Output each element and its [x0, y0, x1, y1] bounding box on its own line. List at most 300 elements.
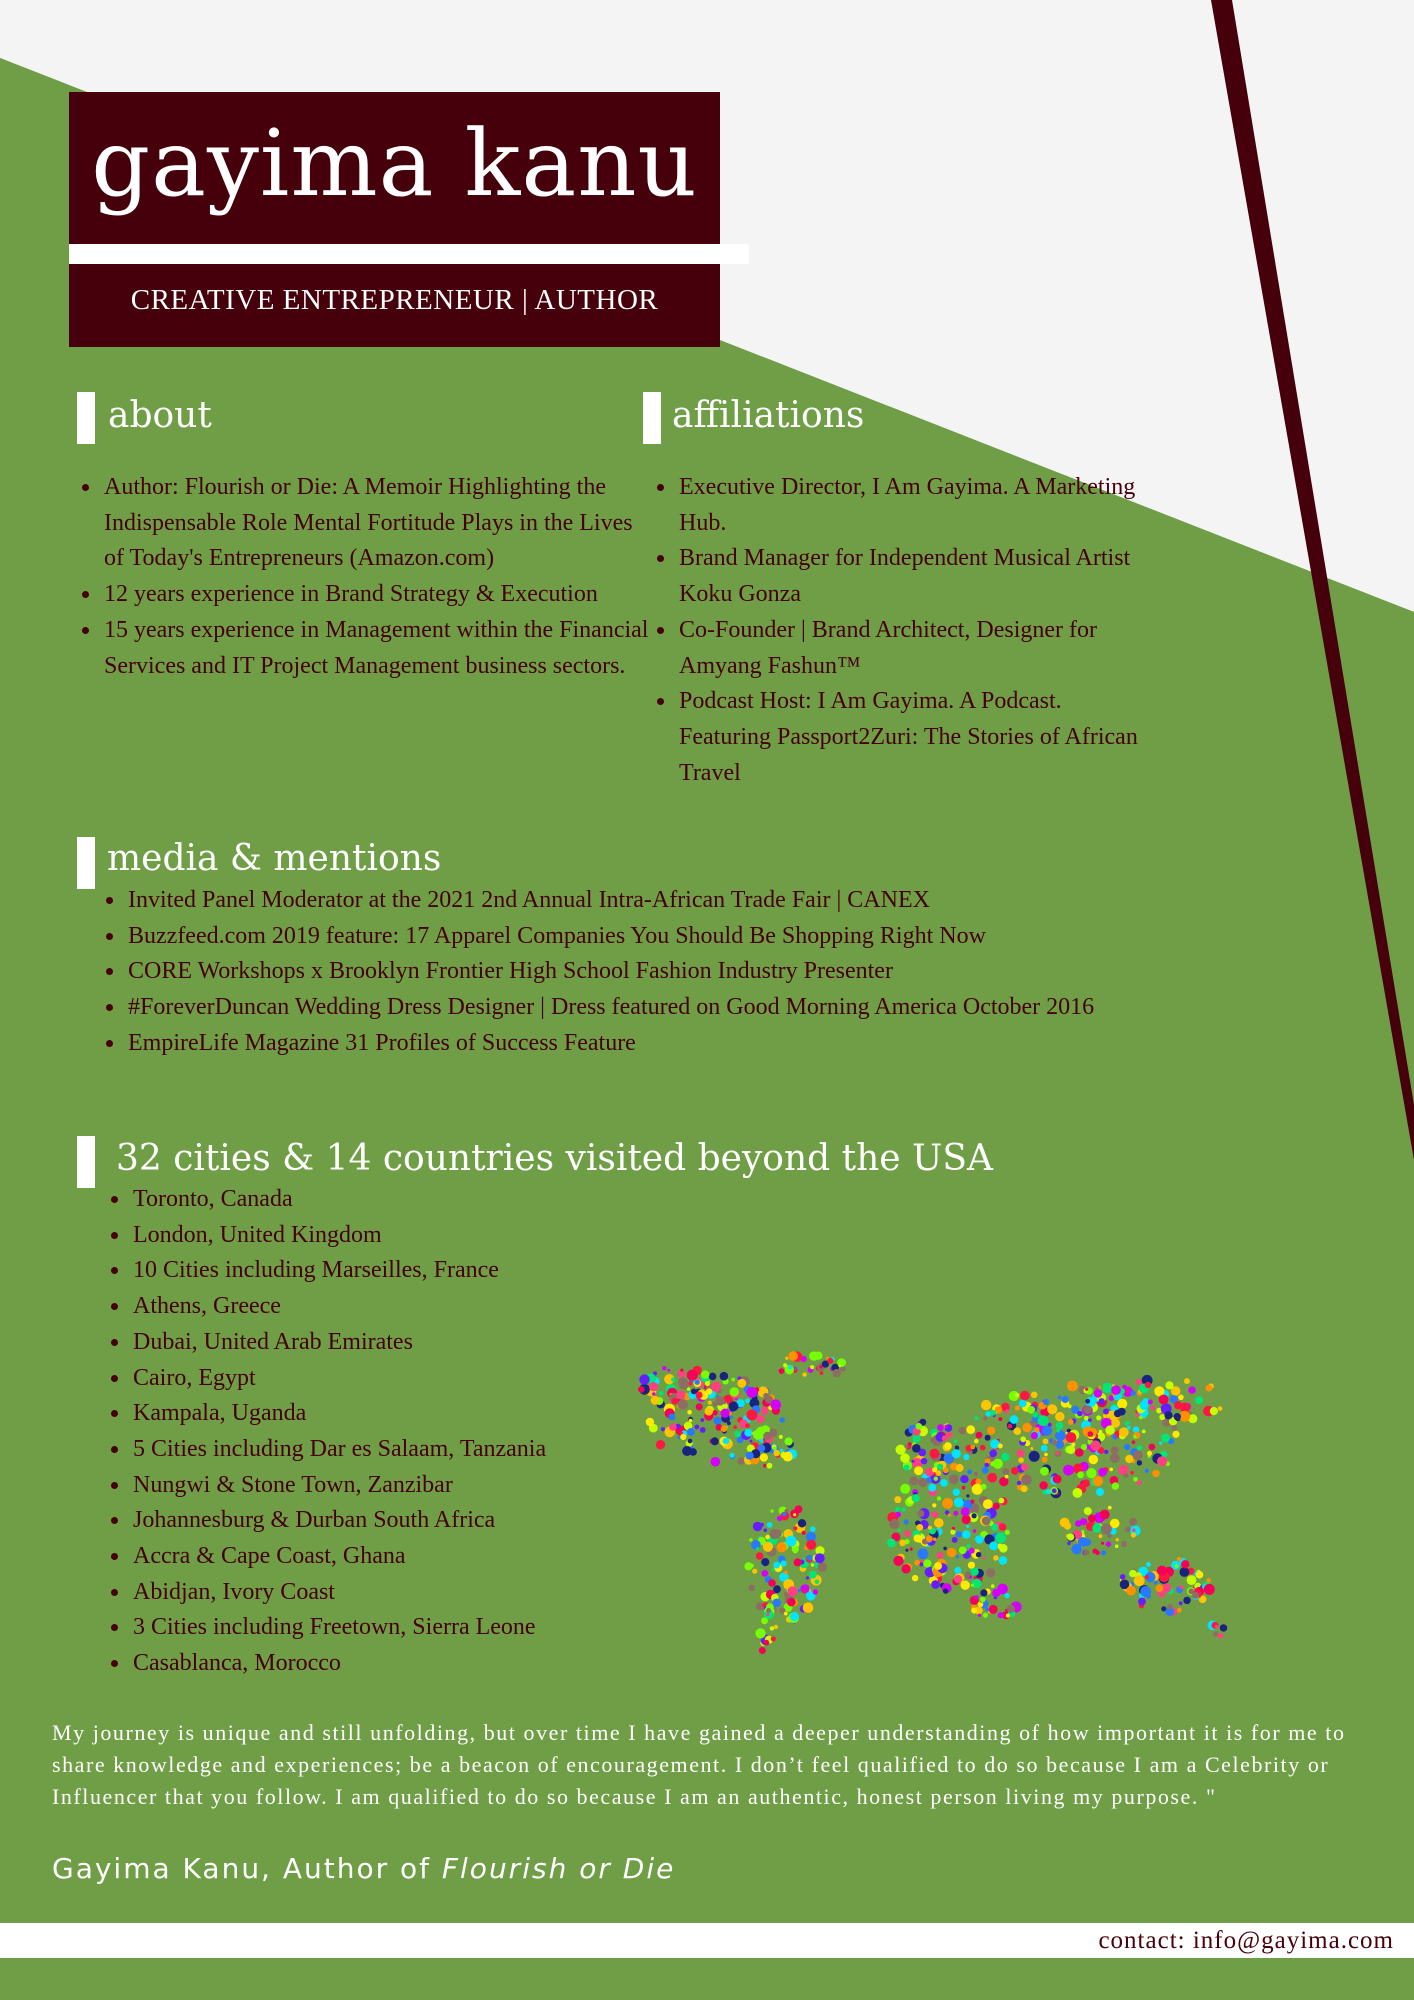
map-dot	[1145, 1469, 1149, 1473]
map-dot	[901, 1508, 905, 1512]
title-underline-bar	[69, 244, 749, 264]
map-dot	[774, 1450, 780, 1456]
map-dot	[768, 1579, 776, 1587]
map-dot	[780, 1449, 783, 1452]
map-dot	[1180, 1567, 1190, 1577]
map-dot	[1043, 1399, 1049, 1405]
map-dot	[995, 1532, 1006, 1543]
map-dot	[1008, 1424, 1013, 1429]
map-dot	[790, 1612, 799, 1621]
map-dot	[926, 1535, 933, 1542]
about-heading: about	[108, 395, 212, 436]
map-dot	[687, 1428, 695, 1436]
map-dot	[889, 1519, 899, 1529]
map-dot	[1021, 1463, 1028, 1470]
map-dot	[955, 1446, 959, 1450]
map-dot	[984, 1463, 989, 1468]
map-dot	[908, 1442, 912, 1446]
map-dot	[914, 1534, 922, 1542]
map-dot	[771, 1510, 774, 1513]
map-dot	[990, 1439, 1000, 1449]
map-dot	[720, 1372, 729, 1381]
map-dot	[756, 1552, 764, 1560]
map-dot	[893, 1556, 903, 1566]
map-dot	[760, 1523, 764, 1527]
map-dot	[1096, 1415, 1101, 1420]
map-dot	[1067, 1381, 1078, 1392]
map-dot	[774, 1564, 777, 1567]
map-dot	[811, 1563, 814, 1566]
map-dot	[807, 1555, 813, 1561]
map-dot	[1043, 1439, 1049, 1445]
map-dot	[1116, 1538, 1119, 1541]
map-dot	[700, 1418, 704, 1422]
map-dot	[792, 1546, 799, 1553]
map-dot	[1084, 1416, 1089, 1421]
map-dot	[1130, 1471, 1134, 1475]
map-dot	[1120, 1574, 1126, 1580]
map-dot	[1098, 1468, 1107, 1477]
map-dot	[923, 1559, 931, 1567]
map-dot	[795, 1367, 798, 1370]
travel-item: • Toronto, Canada	[131, 1182, 691, 1218]
map-dot	[1159, 1442, 1162, 1445]
quote-attribution	[52, 1852, 675, 1885]
map-dot	[991, 1584, 995, 1588]
map-dot	[711, 1437, 719, 1445]
map-dot	[1040, 1467, 1049, 1476]
map-dot	[1056, 1429, 1060, 1433]
map-dot	[798, 1589, 801, 1592]
map-dot	[966, 1425, 975, 1434]
map-dot	[928, 1484, 936, 1492]
map-dot	[1167, 1604, 1173, 1610]
map-dot	[767, 1463, 773, 1469]
map-dot	[772, 1568, 775, 1571]
map-dot	[948, 1514, 951, 1517]
map-dot	[902, 1564, 911, 1573]
map-dot	[1042, 1457, 1048, 1463]
map-dot	[1147, 1451, 1152, 1456]
map-dot	[1187, 1575, 1197, 1585]
map-dot	[668, 1413, 675, 1420]
map-dot	[969, 1576, 972, 1579]
map-dot	[950, 1530, 955, 1535]
map-dot	[970, 1500, 974, 1504]
map-dot	[771, 1636, 776, 1641]
map-dot	[646, 1418, 654, 1426]
map-dot	[1137, 1460, 1142, 1465]
map-dot	[970, 1445, 975, 1450]
map-dot	[1096, 1488, 1104, 1496]
map-dot	[1100, 1510, 1110, 1520]
map-dot	[976, 1432, 983, 1439]
map-dot	[1218, 1406, 1223, 1411]
map-dot	[1172, 1431, 1179, 1438]
map-dot	[1056, 1422, 1064, 1430]
map-dot	[900, 1453, 910, 1463]
map-dot	[1133, 1450, 1143, 1460]
map-dot	[1149, 1444, 1156, 1451]
map-dot	[975, 1416, 979, 1420]
map-dot	[956, 1531, 962, 1537]
map-dot	[764, 1528, 768, 1532]
map-dot	[975, 1595, 979, 1599]
travel-item: • 3 Cities including Freetown, Sierra Leone	[131, 1610, 691, 1646]
map-dot	[751, 1540, 761, 1550]
map-dot	[1089, 1455, 1099, 1465]
map-dot	[969, 1548, 975, 1554]
affiliation-item: • Brand Manager for Independent Musical Artist Koku Gonza	[677, 541, 1147, 612]
map-dot	[1124, 1473, 1129, 1478]
map-dot	[1215, 1625, 1219, 1629]
map-dot	[746, 1387, 757, 1398]
map-dot	[1127, 1421, 1130, 1424]
media-list	[100, 883, 1226, 1062]
map-dot	[656, 1440, 665, 1449]
map-dot	[1111, 1385, 1121, 1395]
map-dot	[981, 1400, 991, 1410]
map-dot	[763, 1640, 769, 1646]
map-dot	[1020, 1436, 1026, 1442]
map-dot	[918, 1478, 927, 1487]
affiliation-item: • Executive Director, I Am Gayima. A Marketing Hub.	[677, 470, 1147, 541]
map-dot	[771, 1399, 782, 1410]
map-dot	[679, 1379, 690, 1390]
map-dot	[780, 1417, 785, 1422]
map-dot	[761, 1617, 768, 1624]
map-dot	[980, 1589, 987, 1596]
map-dot	[1204, 1584, 1215, 1595]
map-dot	[1011, 1467, 1019, 1475]
map-dot	[1088, 1431, 1094, 1437]
map-dot	[785, 1357, 788, 1360]
map-dot	[1022, 1423, 1031, 1432]
map-dot	[711, 1382, 721, 1392]
map-dot	[715, 1396, 724, 1405]
map-dot	[1077, 1411, 1083, 1417]
map-dot	[944, 1425, 948, 1429]
map-dot	[1002, 1468, 1009, 1475]
map-dot	[899, 1540, 906, 1547]
map-dot	[1001, 1453, 1009, 1461]
map-dot	[783, 1452, 793, 1462]
map-dot	[701, 1370, 709, 1378]
map-dot	[1195, 1396, 1203, 1404]
map-dot	[1015, 1405, 1020, 1410]
map-dot	[763, 1542, 773, 1552]
map-dot	[773, 1585, 781, 1593]
map-dot	[947, 1432, 953, 1438]
map-dot	[1018, 1457, 1024, 1463]
map-dot	[1159, 1414, 1165, 1420]
map-dot	[802, 1372, 806, 1376]
map-dot	[900, 1484, 910, 1494]
quote-text: My journey is unique and still unfolding, but over time I have gained a deeper understanding of how important it is for me to share knowledge and experiences; be a beacon of encouragement. I don’t feel qualified to do so because I am a Celebrity or Influencer that you follow. I am qualified to do so because I am an authentic, honest person living my purpose. "	[52, 1720, 1346, 1809]
map-dot	[912, 1575, 918, 1581]
map-dot	[774, 1625, 778, 1629]
map-dot	[937, 1552, 944, 1559]
map-dot	[760, 1454, 768, 1462]
map-dot	[1039, 1481, 1047, 1489]
map-dot	[1129, 1518, 1137, 1526]
map-dot	[1161, 1434, 1170, 1443]
map-dot	[809, 1571, 817, 1579]
media-heading: media & mentions	[107, 838, 442, 879]
map-dot	[765, 1535, 770, 1540]
map-dot	[700, 1427, 706, 1433]
map-dot	[1126, 1586, 1136, 1596]
map-dot	[651, 1396, 660, 1405]
map-dot	[953, 1489, 960, 1496]
map-dot	[1052, 1488, 1057, 1493]
map-dot	[1084, 1507, 1092, 1515]
map-dot	[810, 1365, 814, 1369]
map-dot	[952, 1449, 961, 1458]
travel-item: • Johannesburg & Durban South Africa	[131, 1503, 691, 1539]
map-dot	[1031, 1392, 1038, 1399]
map-dot	[963, 1454, 969, 1460]
affiliations-heading-marker	[643, 392, 661, 444]
map-dot	[784, 1571, 788, 1575]
map-dot	[1030, 1447, 1033, 1450]
map-dot	[1157, 1566, 1167, 1576]
map-dot	[680, 1369, 683, 1372]
map-dot	[962, 1530, 970, 1538]
map-dot	[917, 1548, 928, 1559]
map-dot	[999, 1498, 1005, 1504]
map-dot	[1121, 1541, 1127, 1547]
affiliations-list	[651, 470, 1147, 791]
map-dot	[705, 1381, 710, 1386]
map-dot	[1083, 1405, 1092, 1414]
map-dot	[819, 1365, 822, 1368]
map-dot	[966, 1494, 969, 1497]
map-dot	[696, 1392, 703, 1399]
map-dot	[991, 1524, 998, 1531]
map-dot	[912, 1494, 920, 1502]
map-dot	[954, 1575, 962, 1583]
map-dot	[954, 1440, 957, 1443]
travel-item: • Kampala, Uganda	[131, 1396, 691, 1432]
map-dot	[696, 1403, 703, 1410]
map-dot	[961, 1581, 970, 1590]
map-dot	[1101, 1542, 1104, 1545]
map-dot	[766, 1613, 769, 1616]
map-dot	[1102, 1383, 1113, 1394]
map-dot	[680, 1434, 686, 1440]
map-dot	[1109, 1411, 1112, 1414]
map-dot	[1118, 1408, 1126, 1416]
map-dot	[761, 1570, 768, 1577]
map-dot	[1101, 1524, 1112, 1535]
map-dot	[952, 1537, 958, 1543]
map-dot	[1125, 1527, 1131, 1533]
map-dot	[1126, 1390, 1129, 1393]
map-dot	[1075, 1448, 1084, 1457]
map-dot	[730, 1453, 735, 1458]
map-dot	[1130, 1390, 1135, 1395]
map-dot	[1005, 1409, 1009, 1413]
travel-item: • Dubai, United Arab Emirates	[131, 1325, 691, 1361]
map-dot	[980, 1445, 986, 1451]
map-dot	[1117, 1399, 1127, 1409]
map-dot	[1145, 1575, 1149, 1579]
map-dot	[723, 1438, 730, 1445]
page-title: gayima kanu	[91, 110, 698, 217]
map-dot	[798, 1519, 806, 1527]
map-dot	[721, 1425, 728, 1432]
map-dot	[777, 1516, 782, 1521]
map-dot	[1031, 1432, 1038, 1439]
map-dot	[1021, 1474, 1032, 1485]
map-dot	[772, 1599, 781, 1608]
map-dot	[912, 1434, 920, 1442]
map-dot	[940, 1479, 948, 1487]
travel-item: • 5 Cities including Dar es Salaam, Tanzania	[131, 1432, 691, 1468]
map-dot	[1080, 1518, 1087, 1525]
map-dot	[1053, 1475, 1062, 1484]
media-heading-marker	[77, 837, 95, 889]
map-dot	[944, 1442, 951, 1449]
map-dot	[998, 1612, 1004, 1618]
map-dot	[1162, 1583, 1171, 1592]
map-dot	[788, 1586, 798, 1596]
map-dot	[1056, 1451, 1060, 1455]
map-dot	[1146, 1562, 1151, 1567]
map-dot	[737, 1457, 745, 1465]
map-dot	[779, 1368, 785, 1374]
map-dot	[687, 1370, 698, 1381]
attribution-prefix: Gayima Kanu, Author of	[52, 1852, 442, 1885]
map-dot	[1178, 1395, 1184, 1401]
map-dot	[838, 1364, 841, 1367]
map-dot	[895, 1512, 901, 1518]
map-dot	[752, 1569, 757, 1574]
map-dot	[1094, 1389, 1102, 1397]
map-dot	[943, 1547, 947, 1551]
map-dot	[1068, 1419, 1074, 1425]
map-dot	[638, 1386, 645, 1393]
map-dot	[1157, 1456, 1167, 1466]
map-dot	[904, 1444, 908, 1448]
map-dot	[788, 1351, 798, 1361]
map-dot	[989, 1450, 997, 1458]
map-dot	[1206, 1578, 1211, 1583]
map-dot	[763, 1393, 769, 1399]
map-dot	[659, 1391, 664, 1396]
map-dot	[981, 1484, 987, 1490]
map-dot	[1099, 1477, 1102, 1480]
map-dot	[898, 1529, 901, 1532]
map-dot	[1106, 1541, 1111, 1546]
map-dot	[763, 1464, 767, 1468]
map-dot	[1210, 1407, 1218, 1415]
travel-item: • 10 Cities including Marseilles, France	[131, 1253, 691, 1289]
map-dot	[784, 1612, 788, 1616]
map-dot	[916, 1423, 923, 1430]
map-dot	[983, 1416, 988, 1421]
map-dot	[966, 1525, 969, 1528]
map-dot	[904, 1519, 909, 1524]
map-dot	[956, 1555, 959, 1558]
map-dot	[779, 1435, 783, 1439]
map-dot	[806, 1576, 809, 1579]
map-dot	[761, 1407, 769, 1415]
map-dot	[1041, 1445, 1048, 1452]
map-dot	[787, 1598, 796, 1607]
map-dot	[975, 1535, 984, 1544]
map-dot	[1052, 1440, 1057, 1445]
map-dot	[1137, 1445, 1142, 1450]
map-dot	[695, 1380, 700, 1385]
map-dot	[1154, 1581, 1158, 1585]
about-heading-marker	[77, 392, 95, 444]
map-dot	[781, 1561, 787, 1567]
map-dot	[1152, 1470, 1159, 1477]
map-dot	[937, 1424, 944, 1431]
map-dot	[1048, 1423, 1052, 1427]
map-dot	[761, 1558, 769, 1566]
map-dot	[730, 1387, 739, 1396]
map-dot	[1027, 1406, 1035, 1414]
map-dot	[1005, 1475, 1009, 1479]
map-dot	[916, 1524, 923, 1531]
map-dot	[802, 1531, 806, 1535]
map-dot	[687, 1410, 692, 1415]
map-dot	[1007, 1605, 1015, 1613]
map-dot	[1105, 1425, 1114, 1434]
map-dot	[766, 1608, 771, 1613]
map-dot	[756, 1415, 764, 1423]
map-dot	[1188, 1588, 1194, 1594]
map-dot	[1134, 1575, 1145, 1586]
map-dot	[1124, 1444, 1130, 1450]
map-dot	[961, 1507, 970, 1516]
map-dot	[1150, 1405, 1155, 1410]
map-dot	[763, 1432, 771, 1440]
map-dot	[985, 1435, 991, 1441]
map-dot	[1063, 1465, 1074, 1476]
book-title: Flourish or Die	[441, 1852, 676, 1885]
map-dot	[1172, 1425, 1178, 1431]
map-dot	[972, 1513, 977, 1518]
travel-item: • Accra & Cape Coast, Ghana	[131, 1539, 691, 1575]
map-dot	[729, 1415, 733, 1419]
map-dot	[934, 1518, 944, 1528]
map-dot	[785, 1437, 793, 1445]
travel-item: • Nungwi & Stone Town, Zanzibar	[131, 1468, 691, 1504]
map-dot	[1067, 1533, 1074, 1540]
map-dot	[993, 1503, 1000, 1510]
map-dot	[928, 1526, 932, 1530]
map-dot	[749, 1538, 753, 1542]
world-map-dots-icon	[620, 1330, 1280, 1670]
map-dot	[676, 1391, 685, 1400]
map-dot	[783, 1363, 787, 1367]
map-dot	[818, 1562, 827, 1571]
map-dot	[973, 1529, 977, 1533]
map-dot	[974, 1439, 979, 1444]
map-dot	[749, 1585, 756, 1592]
map-dot	[746, 1452, 754, 1460]
map-dot	[809, 1351, 818, 1360]
map-dot	[1077, 1471, 1084, 1478]
map-dot	[1165, 1381, 1173, 1389]
map-dot	[782, 1512, 786, 1516]
map-dot	[962, 1486, 966, 1490]
map-dot	[815, 1553, 825, 1563]
